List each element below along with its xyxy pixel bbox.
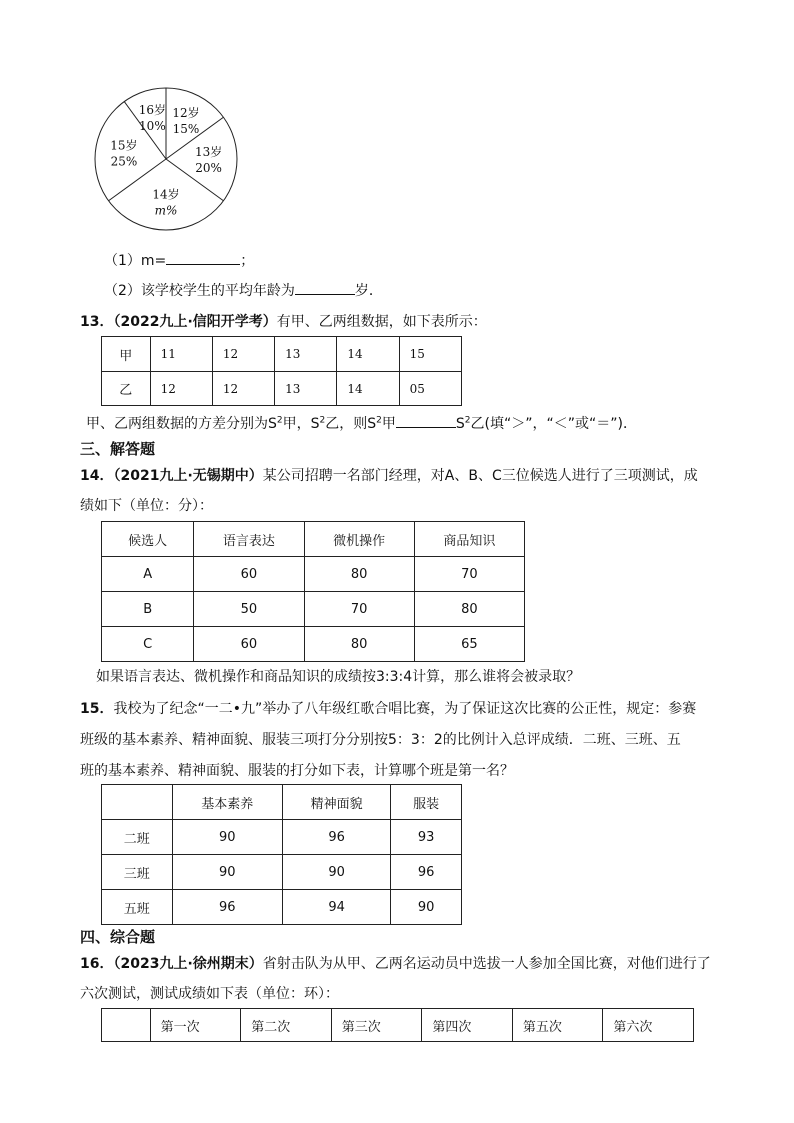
pie-slice-label: 15岁 xyxy=(110,138,138,153)
table-header: 精神面貌 xyxy=(282,785,390,820)
table-cell: 70 xyxy=(414,557,524,592)
table-cell: 05 xyxy=(399,372,461,406)
table-cell: 96 xyxy=(391,855,462,890)
q14-question: 如果语言表达、微机操作和商品知识的成绩按3:3:4计算，那么谁将会被录取？ xyxy=(96,669,581,685)
table-cell: A xyxy=(102,557,194,592)
table-row xyxy=(102,627,525,662)
pie-slice-label: 12岁 xyxy=(172,105,200,120)
q12-sub1-label: （1）m= xyxy=(104,253,167,269)
age-pie-chart xyxy=(90,86,250,236)
table-header: 服装 xyxy=(391,785,462,820)
table-header: 商品知识 xyxy=(414,522,524,557)
q13-variance-question: 甲、乙两组数据的方差分别为$S^2$甲，$S^2$乙，则$S^2$甲 $S^2$乙(填“＞”，“＜”或“＝”)． xyxy=(86,413,637,433)
table-cell: 96 xyxy=(282,820,390,855)
table-cell: 90 xyxy=(172,855,282,890)
q14-number: 14． xyxy=(80,468,114,484)
q12-sub2-end: 岁． xyxy=(354,283,383,299)
table-cell: 甲 xyxy=(102,337,151,372)
table-header: 第三次 xyxy=(331,1009,422,1042)
q13-text: 有甲、乙两组数据，如下表所示： xyxy=(276,314,487,330)
sub-jia: 甲 xyxy=(381,416,396,432)
q12-blank-m[interactable] xyxy=(166,250,240,265)
table-cell: 12 xyxy=(212,337,274,372)
table-row xyxy=(102,890,462,925)
table-cell: C xyxy=(102,627,194,662)
table-row xyxy=(102,1009,694,1042)
sup-2: 2 xyxy=(276,415,283,426)
q15-table xyxy=(101,784,462,925)
table-cell: 94 xyxy=(282,890,390,925)
pie-slice-label: 14岁 xyxy=(152,187,180,202)
table-header: 第一次 xyxy=(150,1009,241,1042)
q14-source: （2021九上·无锡期中） xyxy=(113,468,263,484)
pie-slice-value: 25% xyxy=(110,154,138,169)
table-row xyxy=(102,337,462,372)
table-cell: 93 xyxy=(391,820,462,855)
sub-yi: 乙 xyxy=(325,416,340,432)
table-header: 第五次 xyxy=(512,1009,603,1042)
table-cell: 90 xyxy=(172,820,282,855)
table-cell: B xyxy=(102,592,194,627)
section-3-heading: 三、解答题 xyxy=(80,440,156,458)
table-header: 第四次 xyxy=(422,1009,513,1042)
table-cell: 60 xyxy=(194,627,304,662)
table-row xyxy=(102,372,462,406)
table-cell: 乙 xyxy=(102,372,151,406)
q13-table xyxy=(101,336,462,406)
table-cell: 80 xyxy=(304,557,414,592)
table-cell: 13 xyxy=(275,372,337,406)
table-header: 语言表达 xyxy=(194,522,304,557)
table-row xyxy=(102,522,525,557)
table-row xyxy=(102,785,462,820)
pie-slice-label: 13岁 xyxy=(194,145,223,159)
table-cell: 90 xyxy=(391,890,462,925)
q14-table xyxy=(101,521,525,662)
q13-fill-hint: (填“＞”，“＜”或“＝”)． xyxy=(484,416,637,432)
table-row xyxy=(102,855,462,890)
table-cell: 14 xyxy=(337,372,399,406)
q13-variance-text: 甲、乙两组数据的方差分别为S xyxy=(86,416,277,432)
q12-sub1-end: ； xyxy=(240,253,255,269)
q16-text1: 省射击队为从甲、乙两名运动员中选拔一人参加全国比赛，对他们进行了 xyxy=(262,956,711,972)
pie-slice-value: 10% xyxy=(139,119,166,134)
table-header: 候选人 xyxy=(102,522,194,557)
q16-table xyxy=(101,1008,694,1042)
q13-number: 13． xyxy=(80,314,114,330)
table-cell: 12 xyxy=(212,372,274,406)
table-cell: 三班 xyxy=(102,855,173,890)
table-header xyxy=(102,1009,151,1042)
q13-source: （2022九上·信阳开学考） xyxy=(113,314,277,330)
q16-source: （2023九上·徐州期末） xyxy=(113,956,263,972)
pie-slice-value: m% xyxy=(154,203,178,218)
q15-stem-line2: 班级的基本素养、精神面貌、服装三项打分分别按5：3：2的比例计入总评成绩．二班、三班、五 xyxy=(80,732,681,748)
table-cell: 70 xyxy=(304,592,414,627)
q15-stem-line1 xyxy=(80,698,696,718)
sup-2: 2 xyxy=(376,415,382,426)
table-header: 微机操作 xyxy=(304,522,414,557)
table-header xyxy=(102,785,173,820)
q16-number: 16． xyxy=(80,956,114,972)
section-4-heading: 四、综合题 xyxy=(80,928,156,946)
pie-slice-value: 15% xyxy=(172,121,200,136)
table-cell: 14 xyxy=(337,337,399,372)
sup-2: 2 xyxy=(319,415,326,426)
q12-sub2 xyxy=(104,280,383,300)
table-row xyxy=(102,557,525,592)
table-cell: 80 xyxy=(304,627,414,662)
q15-stem-line3: 班的基本素养、精神面貌、服装的打分如下表，计算哪个班是第一名？ xyxy=(80,763,514,779)
table-cell: 90 xyxy=(282,855,390,890)
q16-stem-line1 xyxy=(80,953,711,973)
table-cell: 11 xyxy=(150,337,212,372)
q13-blank-compare[interactable] xyxy=(396,413,456,428)
q16-stem-line2: 六次测试，测试成绩如下表（单位：环）： xyxy=(80,986,339,1002)
table-cell: 65 xyxy=(414,627,524,662)
q13-sep: ，S xyxy=(296,416,320,432)
table-header: 第二次 xyxy=(241,1009,332,1042)
table-header: 第六次 xyxy=(603,1009,694,1042)
q12-sub1 xyxy=(104,250,254,270)
q12-blank-average[interactable] xyxy=(295,280,355,295)
table-cell: 15 xyxy=(399,337,461,372)
sub-yi: 乙 xyxy=(470,416,485,432)
q14-text1: 某公司招聘一名部门经理，对A、B、C三位候选人进行了三项测试，成 xyxy=(262,468,698,484)
sub-jia: 甲 xyxy=(282,416,297,432)
q15-number: 15． xyxy=(80,701,114,717)
pie-slice-value: 20% xyxy=(195,161,222,175)
table-cell: 80 xyxy=(414,592,524,627)
table-row xyxy=(102,592,525,627)
table-cell: 60 xyxy=(194,557,304,592)
table-cell: 96 xyxy=(172,890,282,925)
table-row xyxy=(102,820,462,855)
q13-stem xyxy=(80,311,487,331)
table-cell: 二班 xyxy=(102,820,173,855)
q15-text1: 我校为了纪念“一二•九”举办了八年级红歌合唱比赛，为了保证这次比赛的公正性，规定：参赛 xyxy=(113,701,697,717)
table-cell: 五班 xyxy=(102,890,173,925)
q13-then: ，则S xyxy=(339,416,377,432)
table-cell: 13 xyxy=(275,337,337,372)
q14-stem-line2: 绩如下（单位：分）： xyxy=(80,498,213,514)
table-cell: 12 xyxy=(150,372,212,406)
table-header: 基本素养 xyxy=(172,785,282,820)
table-cell: 50 xyxy=(194,592,304,627)
pie-slice-label: 16岁 xyxy=(138,103,167,118)
q14-stem-line1 xyxy=(80,465,698,485)
sup-2: 2 xyxy=(464,415,471,426)
q12-sub2-label: （2）该学校学生的平均年龄为 xyxy=(104,283,295,299)
